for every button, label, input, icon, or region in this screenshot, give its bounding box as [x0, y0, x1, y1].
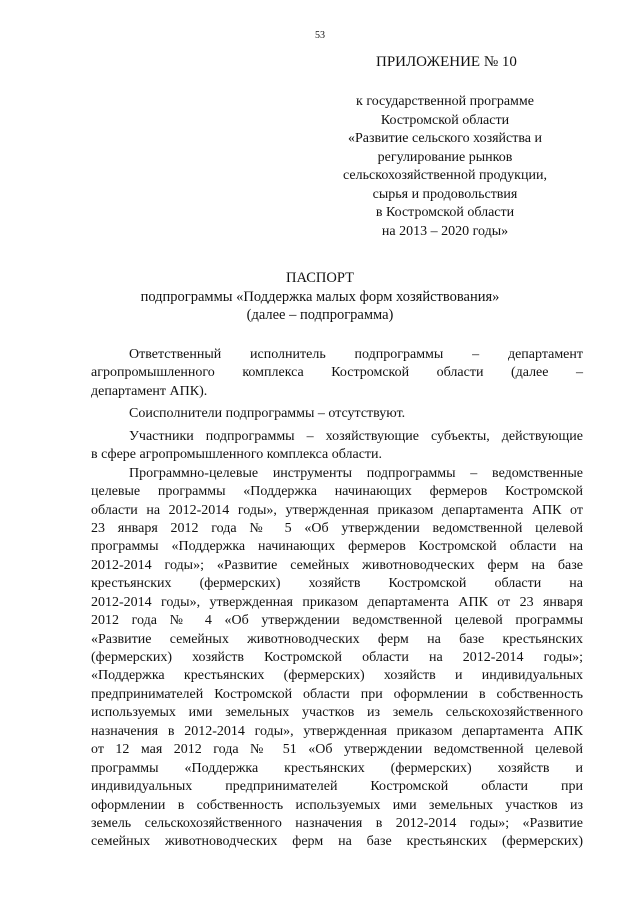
text-line: агропромышленного комплекса Костромской области (далее – — [91, 365, 583, 381]
text-line: земель сельскохозяйственного назначения в 2012-2014 годы»; «Развитие — [91, 815, 583, 831]
appendix-subtitle-line: «Развитие сельского хозяйства и — [347, 131, 543, 146]
text-line: 23 января 2012 года № 5 «Об утверждении ведомственной целевой — [91, 520, 583, 536]
document-body — [91, 346, 583, 852]
text-line: департамент АПК). — [91, 383, 208, 399]
text-line: индивидуальных предпринимателей Костромской области при — [91, 779, 583, 795]
text-line: целевые программы «Поддержка начинающих фермеров Костромской — [91, 484, 583, 500]
text-line: Ответственный исполнитель подпрограммы – департамент — [129, 347, 583, 362]
appendix-subtitle-line: регулирование рынков — [377, 149, 513, 165]
text-line: «Поддержка крестьянских (фермерских) хозяйств и индивидуальных — [91, 668, 583, 684]
text-line: программы «Поддержка крестьянских (фермерских) хозяйств и — [91, 760, 583, 776]
instruments-paragraph — [91, 465, 583, 852]
text-line: 2012 года № 4 «Об утверждении ведомственной целевой программы — [91, 613, 583, 629]
text-line: назначения в 2012-2014 годы», утвержденная приказом департамента АПК — [91, 723, 583, 739]
text-line: программы «Поддержка начинающих фермеров Костромской области на — [91, 539, 583, 555]
text-line: области на 2012-2014 годы», утвержденная приказом департамента АПК от — [91, 502, 583, 518]
appendix-subtitle-line: на 2013 – 2020 годы» — [381, 223, 509, 239]
appendix-subtitle — [330, 93, 560, 241]
text-line: в сфере агропромышленного комплекса области. — [91, 447, 383, 463]
text-line: «Развитие семейных животноводческих ферм на базе крестьянских — [91, 631, 583, 647]
text-line: 2012-2014 годы»; «Развитие семейных животноводческих ферм на базе — [91, 557, 583, 573]
text-line: крестьянских (фермерских) хозяйств Костромской области на — [91, 576, 583, 592]
passport-subtitle-line: (далее – подпрограмма) — [246, 307, 394, 323]
responsible-paragraph — [91, 346, 583, 401]
text-line: Программно-целевые инструменты подпрограммы – ведомственные — [129, 465, 583, 481]
text-line: семейных животноводческих ферм на базе крестьянских (фермерских) — [91, 834, 583, 850]
passport-title: ПАСПОРТ — [286, 270, 354, 286]
text-line: 2012-2014 годы», утвержденная приказом департамента АПК от 23 января — [91, 594, 583, 610]
text-line: оформлении в собственность используемых ими земельных участков из — [91, 797, 583, 813]
text-line: Участники подпрограммы – хозяйствующие субъекты, действующие — [129, 428, 583, 444]
appendix-subtitle-line: к государственной программе — [356, 94, 534, 109]
text-line: от 12 мая 2012 года № 51 «Об утверждении ведомственной целевой — [91, 742, 583, 758]
coexecutors-paragraph — [91, 405, 583, 423]
appendix-title: ПРИЛОЖЕНИЕ № 10 — [376, 54, 517, 70]
text-line: Соисполнители подпрограммы – отсутствуют. — [129, 406, 406, 422]
appendix-subtitle-line: в Костромской области — [375, 205, 515, 220]
appendix-subtitle-line: сырья и продовольствия — [372, 186, 518, 202]
appendix-subtitle-line: сельскохозяйственной продукции, — [343, 168, 547, 183]
appendix-subtitle-line: Костромской области — [380, 112, 510, 128]
text-line: (фермерских) хозяйств Костромской области на 2012-2014 годы»; — [91, 650, 583, 665]
passport-heading — [0, 269, 640, 325]
text-line: используемых ими земельных участков из земель сельскохозяйственного — [91, 705, 583, 721]
passport-subtitle-line: подпрограммы «Поддержка малых форм хозяйствования» — [140, 288, 500, 305]
text-line: предпринимателей Костромской области при оформлении в собственность — [91, 686, 583, 702]
participants-paragraph — [91, 428, 583, 465]
page-number: 53 — [315, 30, 325, 41]
